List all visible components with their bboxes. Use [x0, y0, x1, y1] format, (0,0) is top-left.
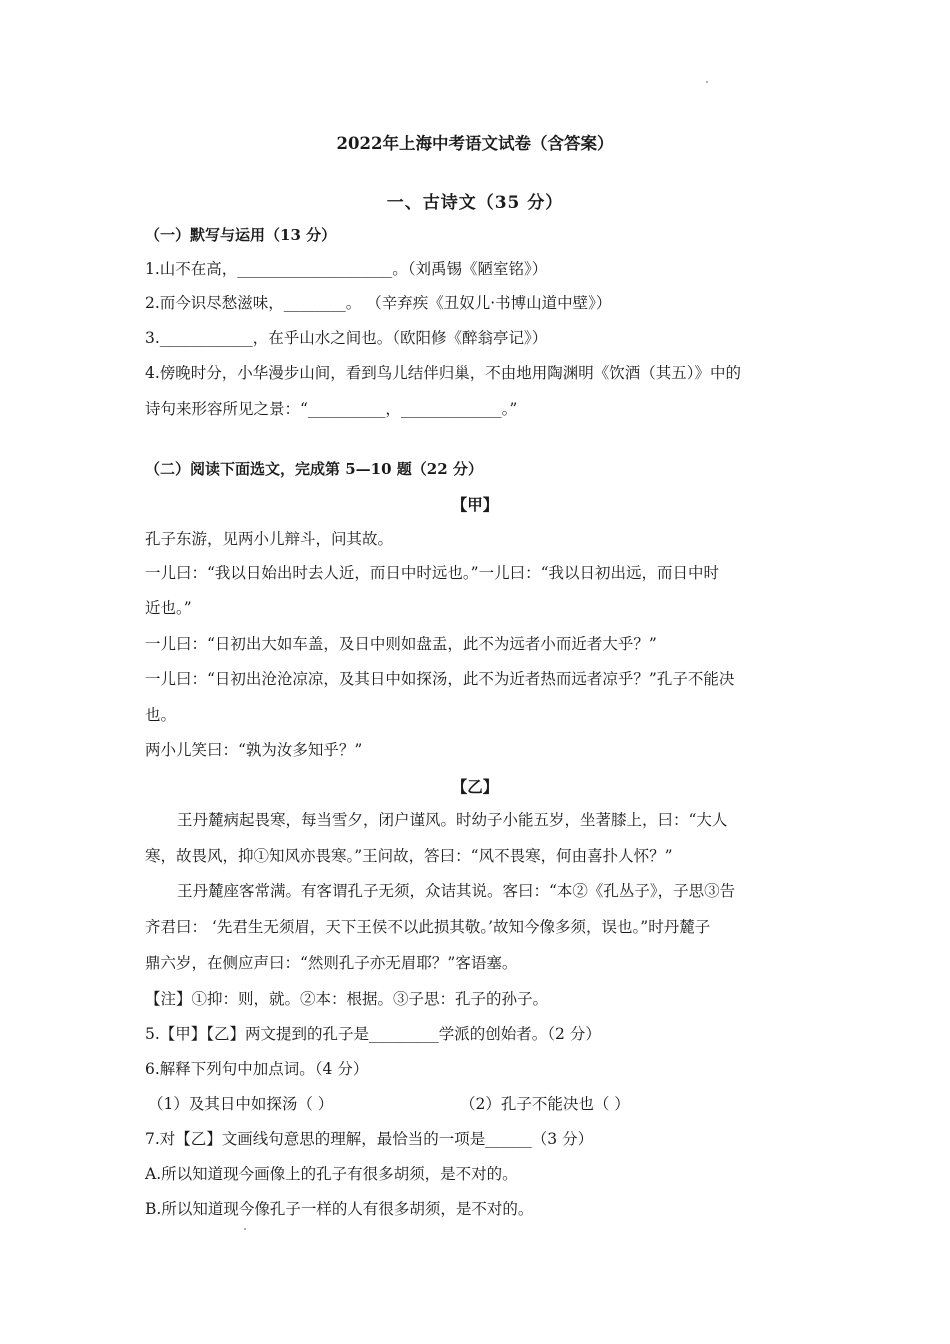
passage-yi-line: 王丹麓座客常满。有客谓孔子无须，众诘其说。客曰：“本②《孔丛子》，子思③告 — [177, 882, 736, 900]
part2-heading: （二）阅读下面选文，完成第 5—10 题（22 分） — [145, 460, 483, 478]
passage-jia-line: 两小儿笑曰：“孰为汝多知乎？” — [145, 741, 363, 759]
passage-yi-line: 齐君曰： ‘先君生无须眉，天下王侯不以此损其敬。’故知今像多须，误也。”时丹麓子 — [145, 918, 711, 936]
question-1: 1.山不在高，____________________。（刘禹锡《陋室铭》） — [145, 260, 548, 278]
part1-heading: （一）默写与运用（13 分） — [145, 226, 337, 244]
question-5: 5.【甲】【乙】两文提到的孔子是_________学派的创始者。（2 分） — [145, 1025, 601, 1043]
scan-speck — [706, 81, 708, 83]
question-4-line-2: 诗句来形容所见之景：“__________，_____________。” — [145, 400, 518, 418]
scan-speck — [244, 1228, 246, 1230]
question-6-item-2: （2）孔子不能决也（ ） — [460, 1095, 630, 1113]
passage-jia-line: 一儿曰：“日初出大如车盖，及日中则如盘盂，此不为远者小而近者大乎？” — [145, 635, 657, 653]
passage-jia-line: 孔子东游，见两小儿辩斗，问其故。 — [145, 530, 394, 548]
passage-yi-label: 【乙】 — [451, 777, 499, 796]
question-4-line-1: 4.傍晚时分，小华漫步山间，看到鸟儿结伴归巢，不由地用陶渊明《饮酒（其五）》中的 — [145, 364, 742, 382]
annotation-note: 【注】①抑：则，就。②本：根据。③子思：孔子的孙子。 — [145, 990, 549, 1008]
passage-yi-line: 王丹麓病起畏寒，每当雪夕，闭户谨风。时幼子小能五岁，坐著膝上，曰：“大人 — [177, 811, 728, 829]
question-3: 3.____________，在乎山水之间也。（欧阳修《醉翁亭记》） — [145, 329, 548, 347]
passage-yi-line: 鼎六岁，在侧应声曰：“然则孔子亦无眉耶？”客语塞。 — [145, 954, 518, 972]
section-heading-classical-poetry: 一、古诗文（35 分） — [386, 193, 564, 213]
passage-yi-line: 寒，故畏风，抑①知风亦畏寒。”王问故，答曰：“风不畏寒，何由喜扑人怀？” — [145, 847, 673, 865]
passage-jia-line: 近也。” — [145, 599, 192, 617]
question-2: 2.而今识尽愁滋味，________。 （辛弃疾《丑奴儿·书博山道中壁》） — [145, 294, 612, 312]
document-title: 2022年上海中考语文试卷（含答案） — [336, 134, 614, 153]
passage-jia-line: 一儿曰：“我以日始出时去人近，而日中时远也。”一儿曰：“我以日初出远，而日中时 — [145, 564, 720, 582]
passage-jia-label: 【甲】 — [451, 495, 499, 514]
question-7-option-b: B.所以知道现今像孔子一样的人有很多胡须，是不对的。 — [145, 1200, 534, 1218]
passage-jia-line: 也。 — [145, 706, 177, 724]
question-7: 7.对【乙】文画线句意思的理解，最恰当的一项是______（3 分） — [145, 1130, 594, 1148]
question-6-item-1: （1）及其日中如探汤（ ） — [148, 1095, 334, 1113]
question-7-option-a: A.所以知道现今画像上的孔子有很多胡须，是不对的。 — [145, 1165, 518, 1183]
question-6: 6.解释下列句中加点词。（4 分） — [145, 1060, 369, 1078]
passage-jia-line: 一儿曰：“日初出沧沧凉凉，及其日中如探汤，此不为近者热而远者凉乎？”孔子不能决 — [145, 670, 735, 688]
